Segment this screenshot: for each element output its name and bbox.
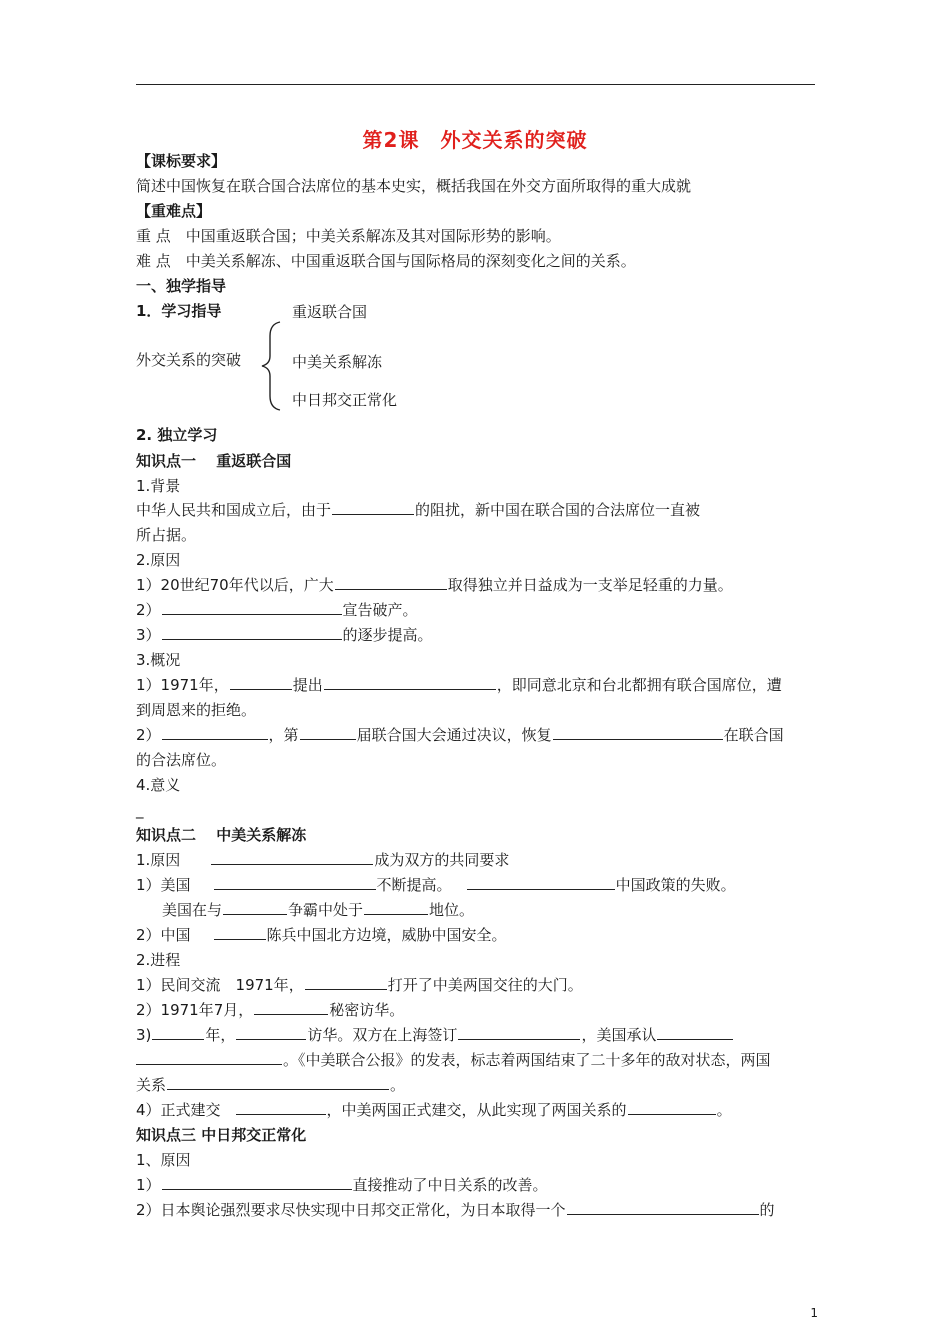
fill-blank[interactable] [332, 500, 414, 515]
fill-blank[interactable] [214, 925, 266, 940]
section-heading: 一、独学指导 [136, 277, 227, 295]
knowledge-point-1-heading: 知识点一 重返联合国 [136, 452, 292, 470]
fill-blank[interactable] [324, 675, 496, 690]
knowledge-point-3-heading: 知识点三 中日邦交正常化 [136, 1126, 307, 1144]
kp3-reason-line: 2）日本舆论强烈要求尽快实现中日邦交正常化，为日本取得一个 的 [136, 1201, 775, 1219]
kp1-overview-line: 到周恩来的拒绝。 [136, 701, 257, 719]
fill-blank[interactable] [567, 1200, 759, 1215]
fill-blank[interactable] [214, 875, 376, 890]
fill-blank[interactable] [162, 625, 342, 640]
page-number: 1 [810, 1306, 818, 1320]
kp3-reason-line: 1） 直接推动了中日关系的改善。 [136, 1176, 548, 1194]
header-rule [136, 84, 815, 85]
concept-item: 中美关系解冻 [292, 353, 383, 371]
fill-blank[interactable] [467, 875, 615, 890]
kp1-overview-line: 2） ，第 届联合国大会通过决议，恢复 在联合国 [136, 726, 784, 744]
kp2-process: 2.进程 [136, 951, 181, 969]
fill-blank[interactable] [162, 1175, 352, 1190]
kp2-cause-line: 1.原因 成为双方的共同要求 [136, 851, 510, 869]
fill-blank[interactable] [162, 600, 342, 615]
kp2-cause-line: 2）中国 陈兵中国北方边境，威胁中国安全。 [136, 926, 507, 944]
req-heading: 【课标要求】 [136, 152, 227, 170]
fill-blank[interactable] [211, 850, 373, 865]
fill-blank[interactable] [364, 900, 428, 915]
study-guide-heading: 1．学习指导 [136, 302, 222, 320]
kp2-cause-line: 1）美国 不断提高。 中国政策的失败。 [136, 876, 736, 894]
kp1-background: 1.背景 [136, 477, 181, 495]
fill-blank[interactable] [230, 675, 292, 690]
fill-blank[interactable] [300, 725, 356, 740]
kp2-process-line: 3) 年， 访华。双方在上海签订 ，美国承认 [136, 1025, 734, 1045]
difficult-point: 难 点 中美关系解冻、中国重返联合国与国际格局的深刻变化之间的关系。 [136, 252, 636, 270]
kp1-overview-line: 1）1971年， 提出 ，即同意北京和台北都拥有联合国席位，遭 [136, 676, 782, 694]
fill-blank[interactable] [458, 1025, 580, 1040]
kp2-process-line: 。《中美联合公报》的发表，标志着两国结束了二十多年的敌对状态，两国 [136, 1050, 771, 1070]
key-heading: 【重难点】 [136, 202, 212, 220]
kp2-process-line: 2）1971年7月， 秘密访华。 [136, 1001, 405, 1019]
fill-blank[interactable] [152, 1025, 204, 1040]
kp2-process-line: 1）民间交流 1971年， 打开了中美两国交往的大门。 [136, 976, 583, 994]
fill-blank[interactable] [305, 975, 387, 990]
curly-brace-icon [258, 320, 288, 412]
fill-blank[interactable] [254, 1000, 328, 1015]
independent-study-heading: 2. 独立学习 [136, 426, 218, 444]
fill-blank[interactable] [167, 1075, 389, 1090]
page-title: 第2课 外交关系的突破 [362, 128, 588, 152]
req-text: 简述中国恢复在联合国合法席位的基本史实，概括我国在外交方面所取得的重大成就 [136, 177, 692, 195]
fill-blank[interactable] [236, 1025, 306, 1040]
fill-blank[interactable] [162, 725, 268, 740]
knowledge-point-2-heading: 知识点二 中美关系解冻 [136, 826, 307, 844]
key-point: 重 点 中国重返联合国；中美关系解冻及其对国际形势的影响。 [136, 227, 561, 245]
kp2-process-line: 关系 。 [136, 1076, 406, 1094]
fill-blank[interactable] [335, 575, 447, 590]
kp1-meaning-blank[interactable]: _ [136, 801, 144, 819]
fill-blank[interactable] [657, 1025, 733, 1040]
fill-blank[interactable] [236, 1100, 326, 1115]
kp1-overview-line: 的合法席位。 [136, 751, 227, 769]
concept-item: 重返联合国 [292, 303, 368, 321]
kp1-reason-line: 3） 的逐步提高。 [136, 626, 433, 644]
kp2-process-line: 4）正式建交 ，中美两国正式建交，从此实现了两国关系的 。 [136, 1101, 732, 1119]
kp1-background-line: 所占据。 [136, 526, 197, 544]
fill-blank[interactable] [553, 725, 723, 740]
kp3-reason: 1、原因 [136, 1151, 191, 1169]
kp2-cause-line: 美国在与 争霸中处于 地位。 [162, 901, 475, 919]
kp1-background-line: 中华人民共和国成立后，由于 的阻扰，新中国在联合国的合法席位一直被 [136, 501, 701, 519]
fill-blank[interactable] [628, 1100, 716, 1115]
fill-blank[interactable] [223, 900, 287, 915]
fill-blank[interactable] [136, 1050, 282, 1065]
kp1-reason-line: 1）20世纪70年代以后，广大 取得独立并日益成为一支举足轻重的力量。 [136, 576, 733, 594]
kp1-meaning: 4.意义 [136, 776, 181, 794]
kp1-overview: 3.概况 [136, 651, 181, 669]
kp1-reason-line: 2） 宣告破产。 [136, 601, 418, 619]
concept-root: 外交关系的突破 [136, 351, 242, 369]
kp1-reason: 2.原因 [136, 551, 181, 569]
concept-item: 中日邦交正常化 [292, 391, 398, 409]
